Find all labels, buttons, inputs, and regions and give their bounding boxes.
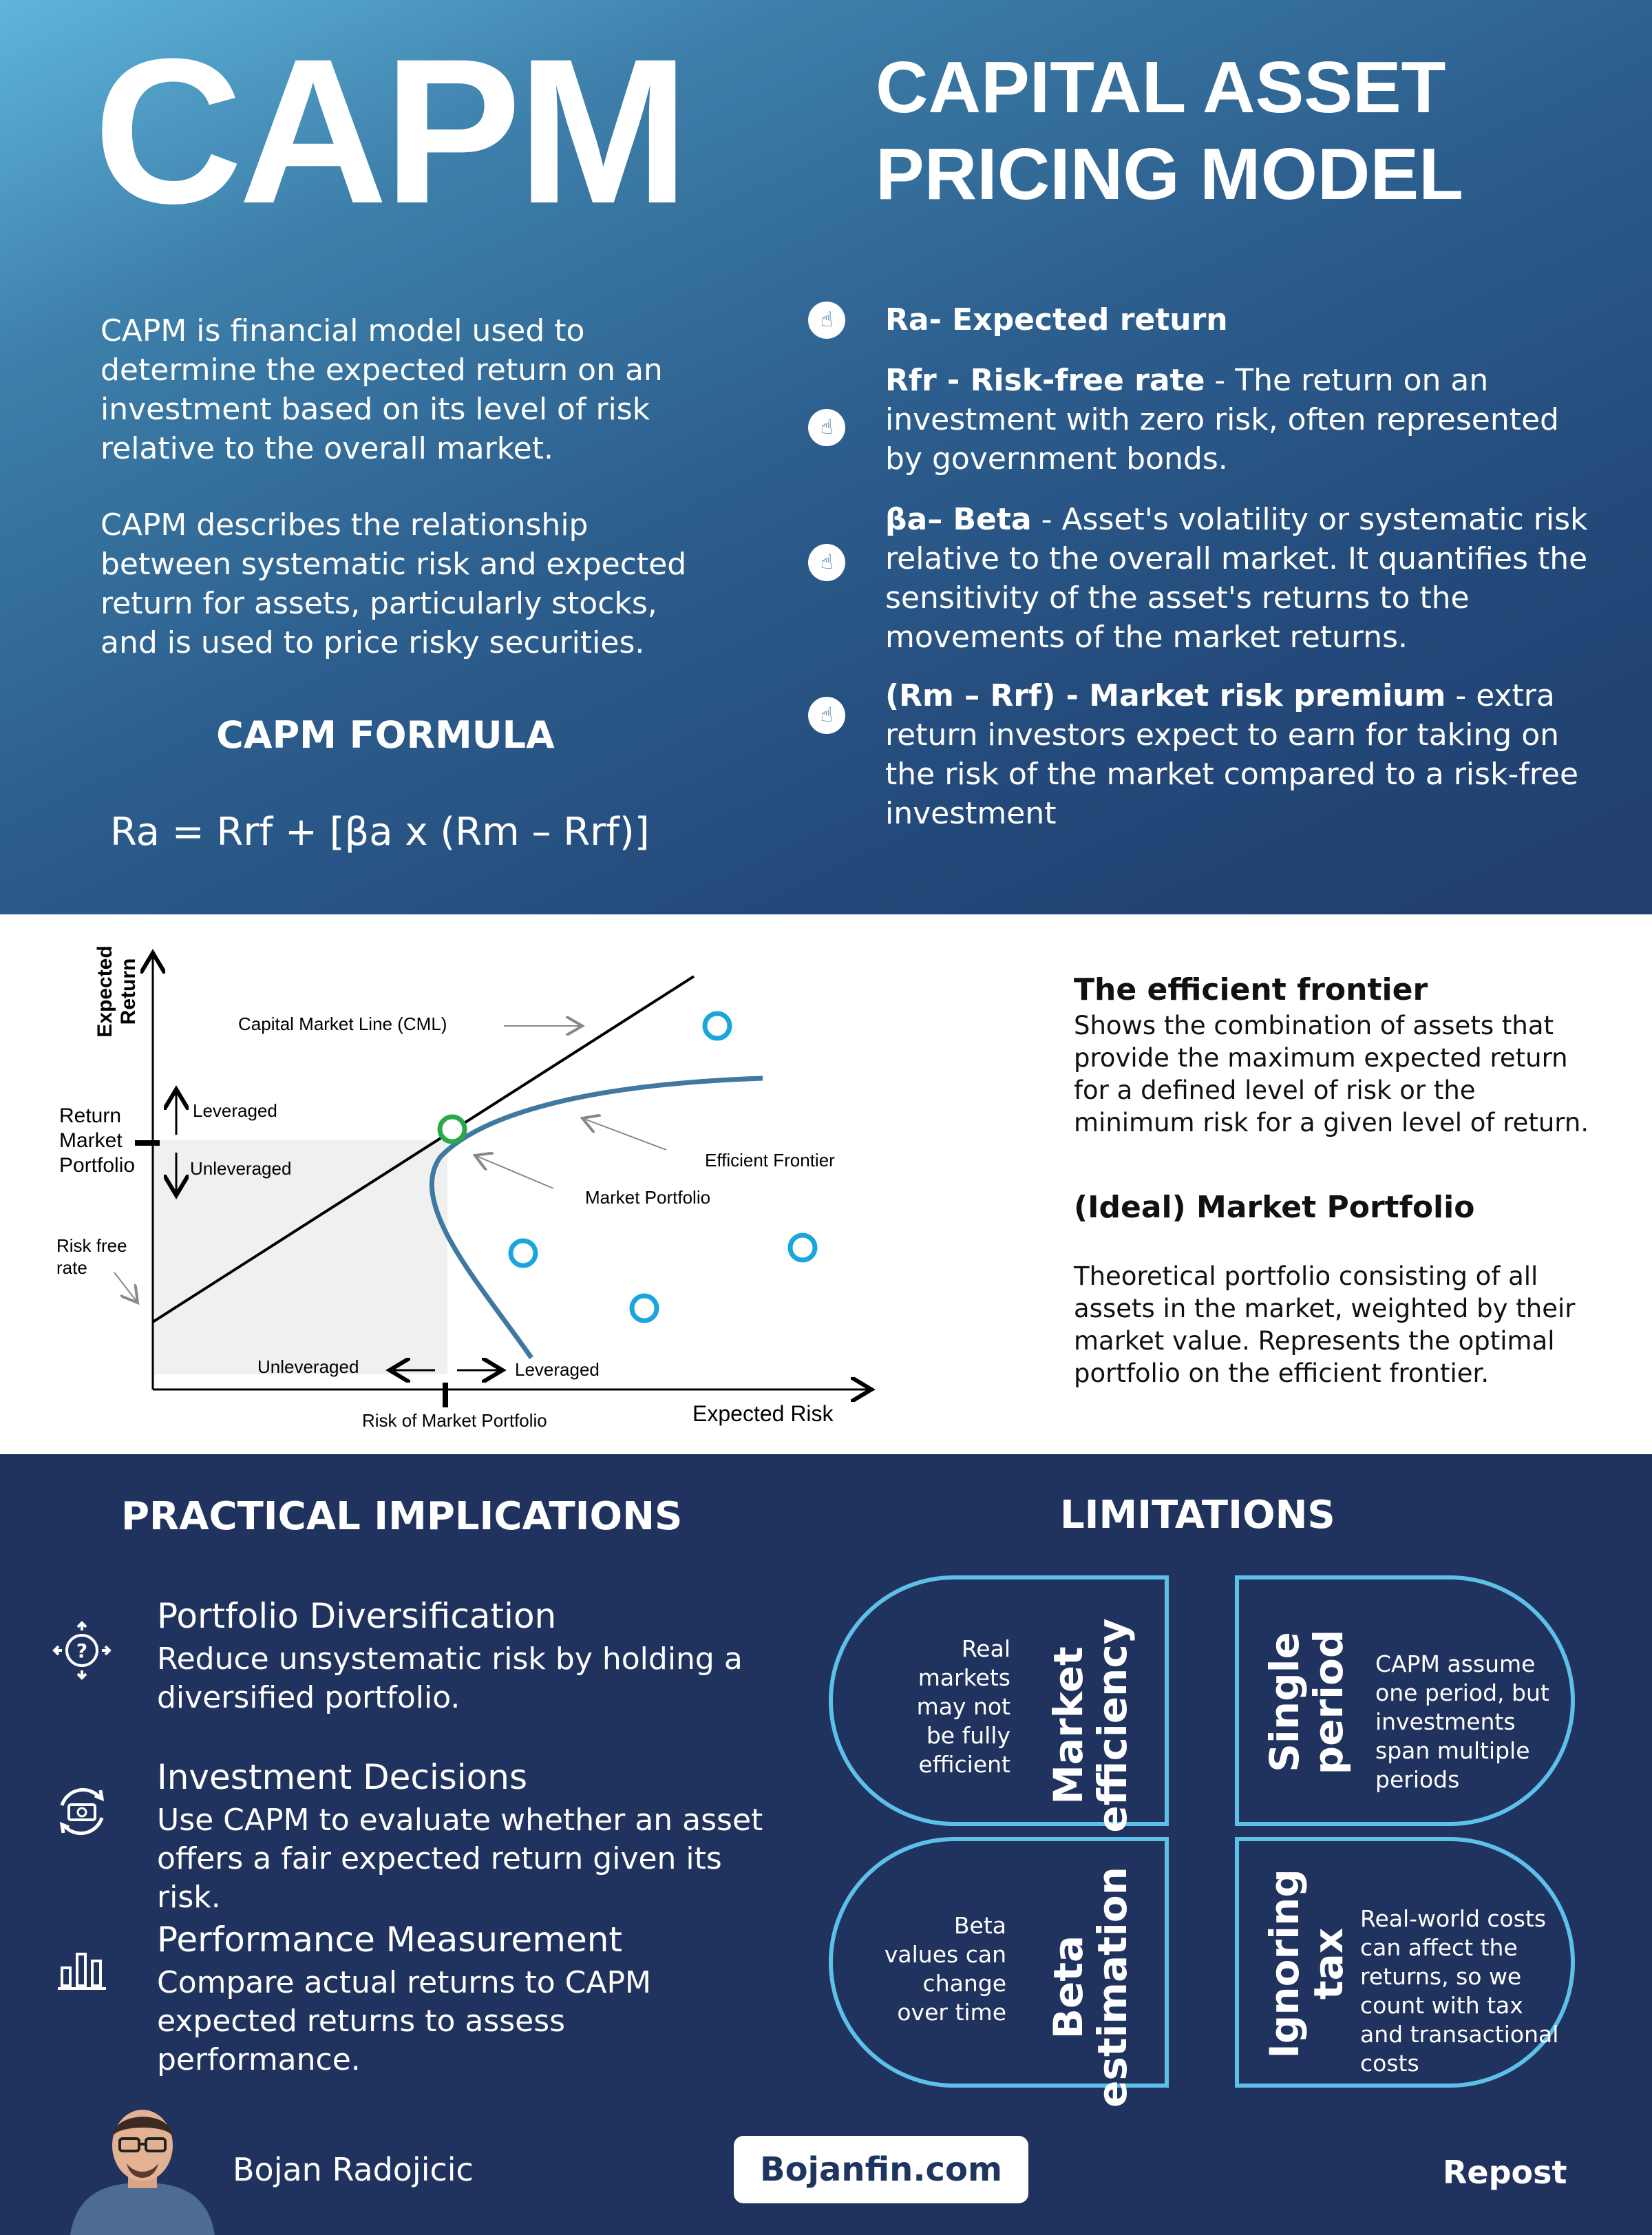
unleveraged-bottom-label: Unleveraged: [257, 1356, 359, 1377]
risk-market-portfolio-label: Risk of Market Portfolio: [362, 1410, 547, 1431]
frontier-description: Shows the combination of assets that provide the maximum expected return for a defined level of risk or the minimum risk for a given level of return.: [1074, 1011, 1589, 1137]
implication-text: Use CAPM to evaluate whether an asset offers a fair expected return given its risk.: [157, 1803, 763, 1915]
leveraged-bottom-label: Leveraged: [515, 1359, 600, 1380]
asset-point: [705, 1014, 730, 1038]
limitation-label: Market efficiency: [1045, 1618, 1136, 1833]
limitation-label: Ignoring tax: [1261, 1869, 1352, 2059]
definition-term: Rfr - Risk-free rate: [885, 363, 1205, 398]
market-pointer-arrow: [475, 1155, 553, 1188]
definition-desc: - extra return investors expect to earn for taking on the risk of the market compared to a risk-free investment: [885, 678, 1579, 831]
hand-pointer-icon: ☝: [808, 302, 845, 339]
implication-text: Reduce unsystematic risk by holding a diversified portfolio.: [157, 1641, 743, 1715]
avatar: [63, 2086, 222, 2235]
implication-heading: Investment Decisions: [157, 1757, 528, 1797]
limitation-text: Beta values can change over time: [884, 1912, 1006, 2026]
limitations-title: LIMITATIONS: [1060, 1493, 1335, 1538]
limitation-text: Real markets may not be fully efficient: [916, 1635, 1010, 1778]
return-market-label-3: Portfolio: [59, 1154, 136, 1177]
definition-desc: - The return on an investment with zero risk, often represented by government bonds.: [885, 363, 1559, 476]
limitation-text: CAPM assume one period, but investments span multiple periods: [1375, 1650, 1549, 1793]
money-cycle-icon: [52, 1782, 112, 1841]
bar-chart-icon: [52, 1936, 112, 1995]
frontier-label: Efficient Frontier: [705, 1150, 835, 1171]
website-link-button[interactable]: Bojanfin.com: [734, 2136, 1028, 2203]
market-portfolio-title: (Ideal) Market Portfolio: [1074, 1190, 1475, 1225]
riskfree-pointer-arrow: [114, 1272, 138, 1303]
risk-free-label-2: rate: [56, 1257, 87, 1278]
diversification-icon: [52, 1621, 112, 1680]
frontier-pointer-arrow: [582, 1118, 666, 1150]
cml-label: Capital Market Line (CML): [238, 1014, 447, 1034]
repost-button[interactable]: Repost: [1443, 2154, 1567, 2191]
implication-heading: Performance Measurement: [157, 1920, 623, 1960]
capm-chart: [0, 914, 1005, 1454]
limitation-text: Real-world costs can affect the returns, so we count with tax and transactional costs: [1360, 1905, 1559, 2077]
practical-title: PRACTICAL IMPLICATIONS: [121, 1494, 683, 1539]
efficient-frontier-curve: [432, 1078, 763, 1358]
risk-free-label-1: Risk free: [56, 1235, 127, 1256]
implication-heading: Portfolio Diversification: [157, 1596, 557, 1636]
definition-beta: [885, 500, 1601, 657]
hand-pointer-icon: ☝: [808, 409, 845, 446]
hand-pointer-icon: ☝: [808, 697, 845, 734]
hand-pointer-icon: ☝: [808, 544, 845, 581]
definition-term: (Rm – Rrf) - Market risk premium: [885, 678, 1446, 713]
intro-paragraph-2: CAPM describes the relationship between systematic risk and expected return for assets, particularly stocks, and is used to price risky securities.: [100, 507, 687, 660]
definition-rfr: [885, 361, 1601, 479]
return-market-label-2: Market: [59, 1129, 123, 1152]
formula-expression: Ra = Rrf + [βa x (Rm – Rrf)]: [110, 810, 650, 854]
return-market-label-1: Return: [59, 1104, 122, 1127]
asset-point: [632, 1296, 657, 1321]
x-axis-label: Expected Risk: [692, 1401, 834, 1426]
svg-text:?: ?: [76, 1639, 88, 1662]
limitation-card-beta-estimation: [829, 1837, 1169, 2108]
definition-ra: [885, 300, 1601, 339]
market-portfolio-label: Market Portfolio: [585, 1187, 711, 1208]
header-section: [0, 0, 1652, 914]
frontier-title: The efficient frontier: [1074, 972, 1428, 1007]
intro-paragraph-1: CAPM is financial model used to determine the expected return on an investment based on its level of risk relative to the overall market.: [100, 313, 663, 466]
subtitle-line-1: CAPITAL ASSET: [876, 47, 1446, 128]
definition-desc: - Asset's volatility or systematic risk relative to the overall market. It quantifies the sensitivity of the asset's returns to the movements of the market returns.: [885, 502, 1588, 655]
acronym-title: CAPM: [94, 15, 686, 246]
market-portfolio-description: Theoretical portfolio consisting of all assets in the market, weighted by their market value. Represents the optimal portfolio on the efficient frontier.: [1074, 1261, 1576, 1388]
chart-section: [0, 914, 1652, 1454]
formula-title: CAPM FORMULA: [216, 713, 555, 757]
market-portfolio-point: [440, 1117, 465, 1142]
limitation-card-market-efficiency: [829, 1575, 1169, 1833]
limitation-card-ignoring-tax: [1235, 1837, 1575, 2088]
definition-term: βa– Beta: [885, 502, 1032, 537]
y-axis-label: ExpectedReturn: [94, 945, 140, 1038]
definition-market-risk-premium: [885, 676, 1601, 833]
leveraged-top-label: Leveraged: [193, 1100, 277, 1121]
unleveraged-top-label: Unleveraged: [190, 1158, 292, 1179]
limitation-label: Single period: [1261, 1629, 1352, 1775]
limitation-label: Beta estimation: [1045, 1867, 1136, 2108]
asset-point: [790, 1235, 815, 1260]
limitation-card-single-period: [1235, 1575, 1575, 1826]
asset-point: [511, 1241, 536, 1266]
definition-term: Ra- Expected return: [885, 302, 1228, 337]
author-name: Bojan Radojicic: [233, 2151, 474, 2188]
subtitle-line-2: PRICING MODEL: [876, 134, 1463, 215]
implication-text: Compare actual returns to CAPM expected returns to assess performance.: [157, 1965, 651, 2077]
